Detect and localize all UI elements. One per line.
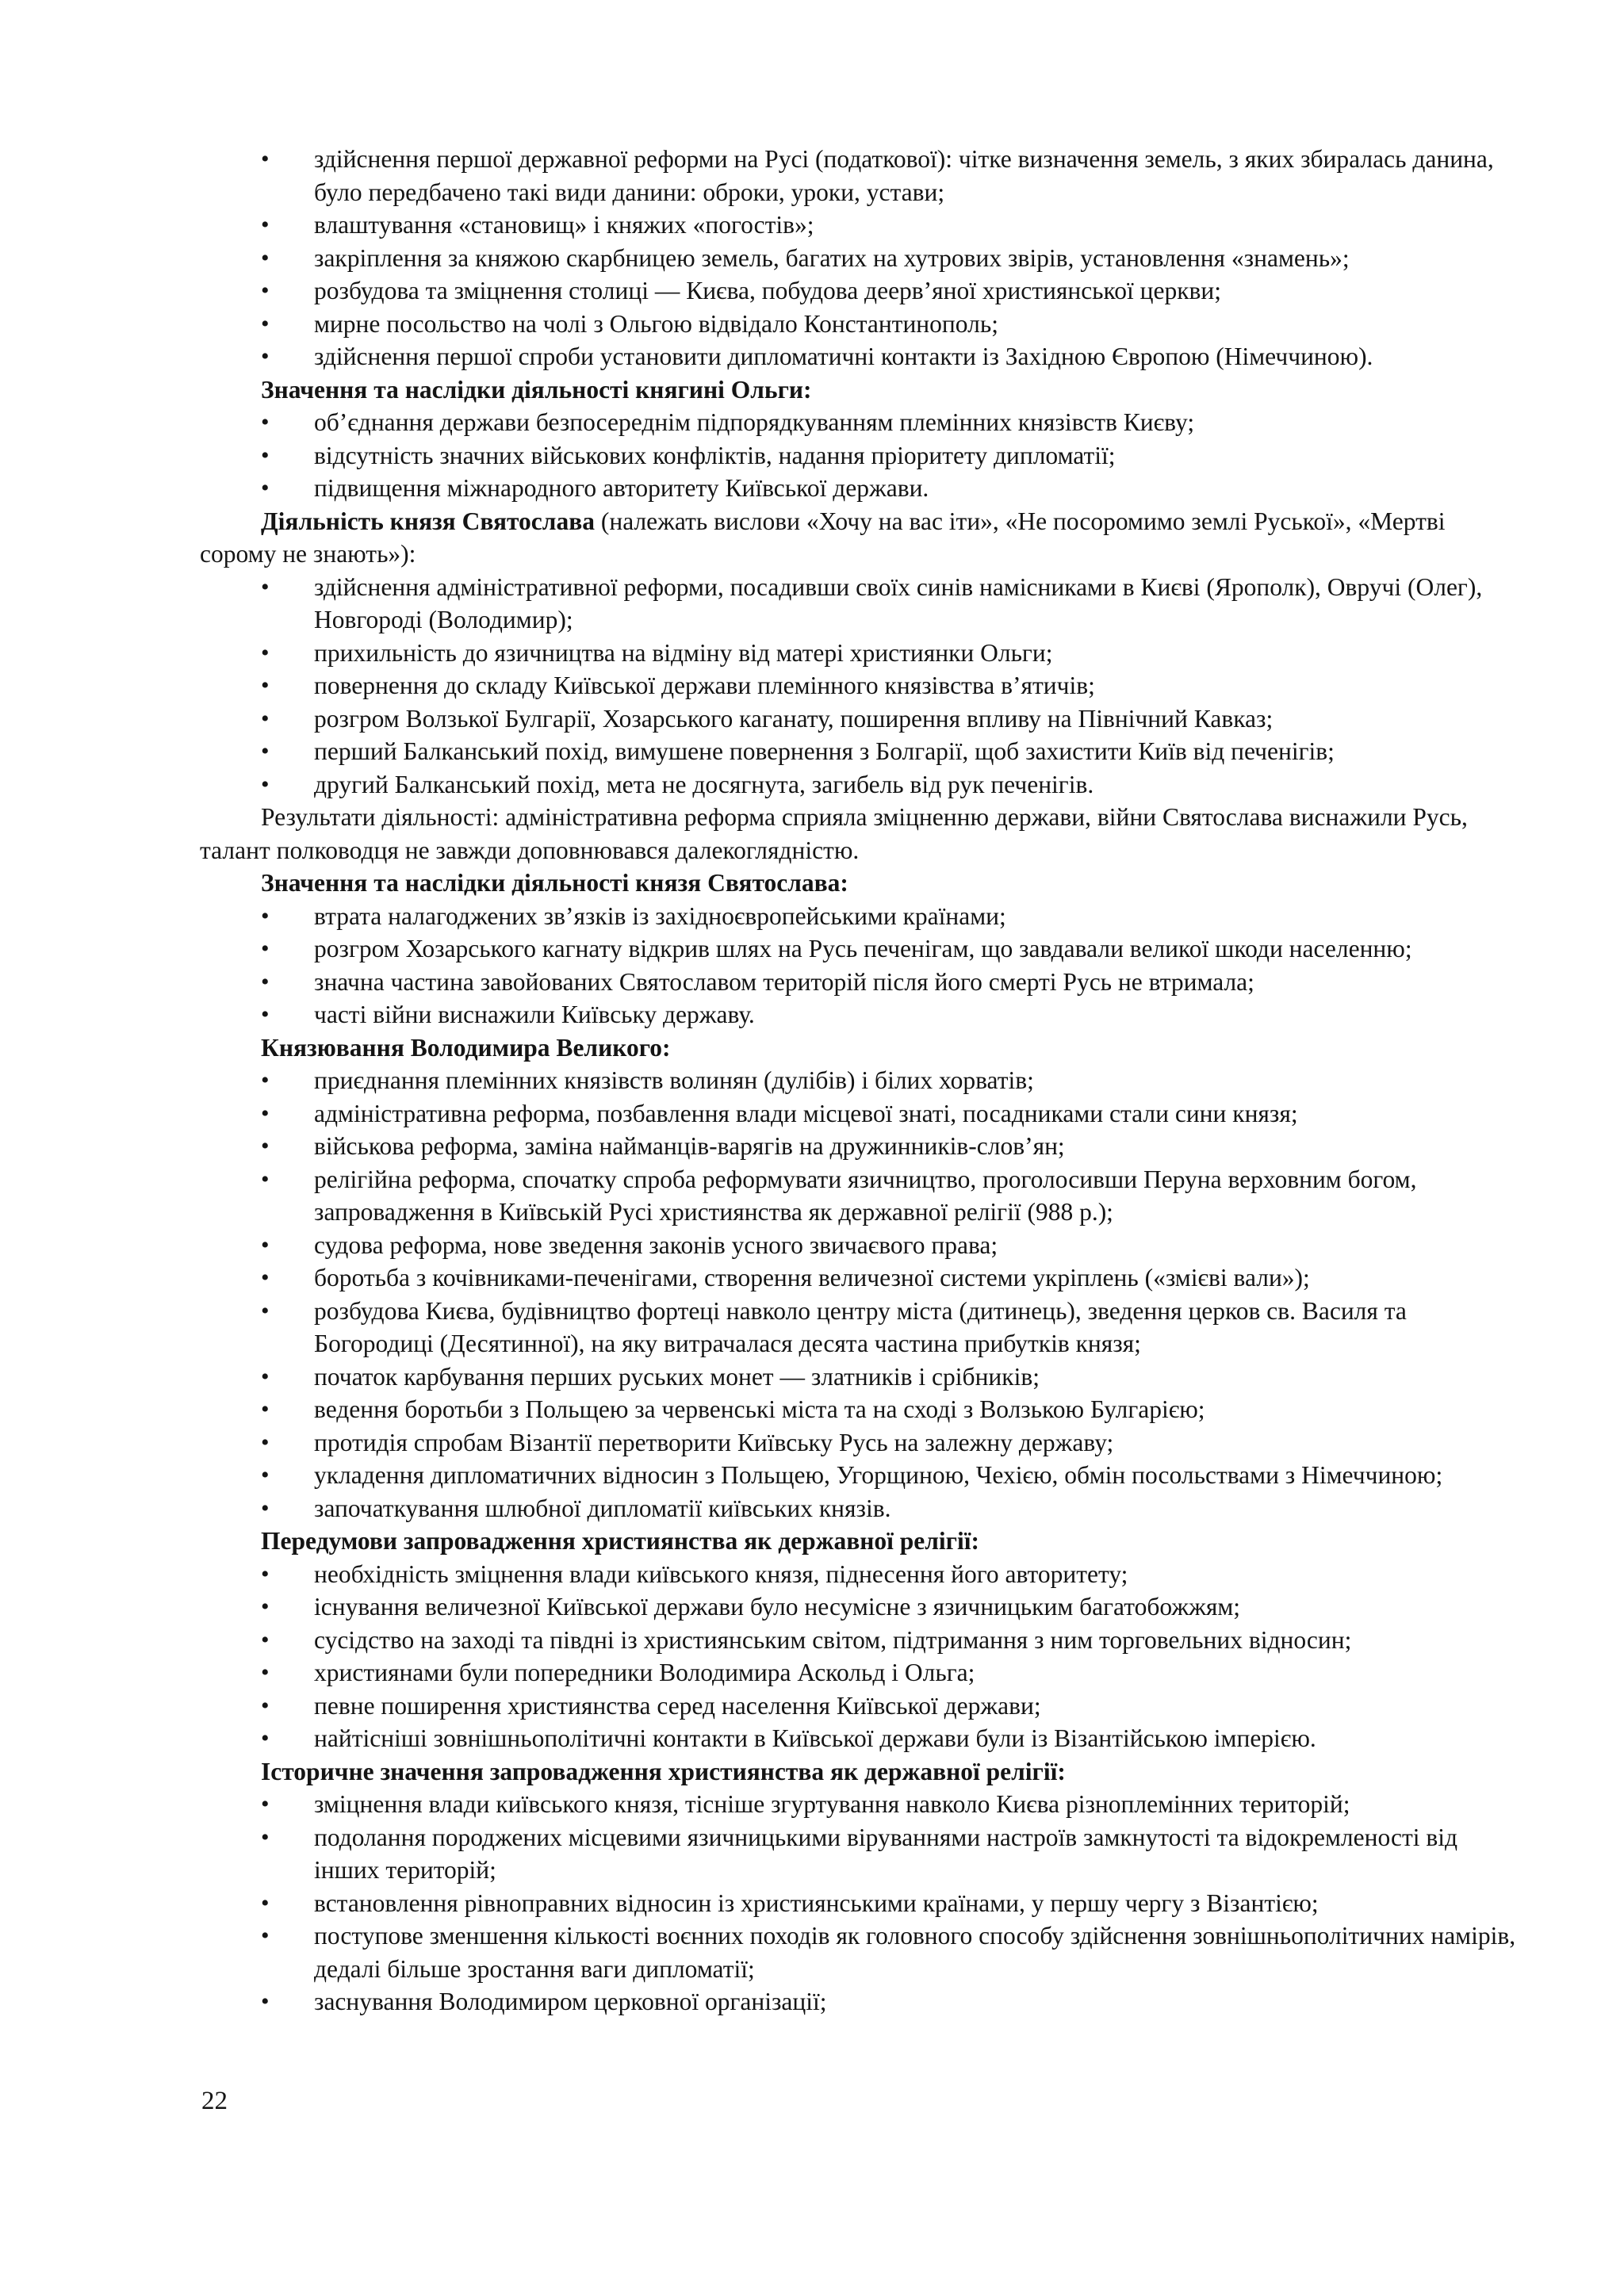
section-heading: Історичне значення запровадження християнства як державної релігії: [261, 1757, 1066, 1785]
list-item: • здійснення адміністративної реформи, посадивши своїх синів намісниками в Києві (Ярополк), Овручі (Олег), Новгороді (Володимир); [200, 571, 1519, 637]
list-item: • боротьба з кочівниками-печенігами, створення величезної системи укріплень («змієві вали»); [200, 1261, 1519, 1295]
list-item: • закріплення за княжою скарбницею земель, багатих на хутрових звірів, установлення «знамень»; [200, 242, 1519, 275]
paragraph [200, 505, 1519, 571]
list-item: • повернення до складу Київської держави племінного князівства в’ятичів; [200, 669, 1519, 702]
list-item: • існування величезної Київської держави було несумісне з язичницьким багатобожжям; [200, 1590, 1519, 1624]
list-item: • поступове зменшення кількості воєнних походів як головного способу здійснення зовнішньополітичних намірів, дедалі більше зростання ваги дипломатії; [200, 1919, 1519, 1985]
list-item: • започаткування шлюбної дипломатії київських князів. [200, 1492, 1519, 1525]
list-item: • розбудова Києва, будівництво фортеці навколо центру міста (дитинець), зведення церков св. Василя та Богородиці (Десятинної), на яку витрачалася десята частина прибутків князя; [200, 1295, 1519, 1360]
bullet-list [200, 900, 1519, 1031]
list-item: • приєднання племінних князівств волинян (дулібів) і білих хорватів; [200, 1064, 1519, 1097]
list-item: • судова реформа, нове зведення законів усного звичаєвого права; [200, 1229, 1519, 1262]
page-number: 22 [201, 2087, 228, 2115]
list-item: • розбудова та зміцнення столиці — Києва, побудова деерв’яної християнської церкви; [200, 274, 1519, 308]
list-item: • здійснення першої спроби установити дипломатичні контакти із Західною Європою (Німеччиною). [200, 340, 1519, 373]
document-body [200, 143, 1519, 2019]
list-item: • другий Балканський похід, мета не досягнута, загибель від рук печенігів. [200, 768, 1519, 802]
list-item: • необхідність зміцнення влади київського князя, піднесення його авторитету; [200, 1558, 1519, 1591]
list-item: • втрата налагоджених зв’язків із західноєвропейськими країнами; [200, 900, 1519, 933]
list-item: • подолання породжених місцевими язичницькими віруваннями настроїв замкнутості та відокремленості від інших територій; [200, 1821, 1519, 1887]
list-item: • військова реформа, заміна найманців-варягів на дружинників-слов’ян; [200, 1130, 1519, 1163]
list-item: • сусідство на заході та півдні із християнським світом, підтримання з ним торговельних відносин; [200, 1624, 1519, 1657]
list-item: • протидія спробам Візантії перетворити Київську Русь на залежну державу; [200, 1426, 1519, 1460]
bullet-list [200, 571, 1519, 802]
list-item: • підвищення міжнародного авторитету Київської держави. [200, 472, 1519, 505]
paragraph-text: Результати діяльності: адміністративна реформа сприяла зміцненню держави, війни Святослава виснажили Русь, талант полководця не завжди доповнювався далекоглядністю. [200, 803, 1468, 864]
list-item: • ведення боротьби з Польщею за червенські міста та на сході з Волзькою Булгарією; [200, 1393, 1519, 1426]
list-item: • прихильність до язичництва на відміну від матері християнки Ольги; [200, 637, 1519, 670]
section-heading: Князювання Володимира Великого: [261, 1033, 671, 1062]
list-item: • об’єднання держави безпосереднім підпорядкуванням племінних князівств Києву; [200, 406, 1519, 439]
section-heading: Значення та наслідки діяльності князя Святослава: [261, 869, 848, 897]
paragraph-lead: Діяльність князя Святослава [261, 507, 595, 535]
list-item: • початок карбування перших руських монет — златників і срібників; [200, 1360, 1519, 1394]
paragraph [200, 801, 1519, 867]
bullet-list [200, 1788, 1519, 2019]
list-item: • встановлення рівноправних відносин із християнськими країнами, у першу чергу з Візантією; [200, 1887, 1519, 1920]
section-heading: Передумови запровадження християнства як державної релігії: [261, 1527, 979, 1555]
list-item: • найтісніші зовнішньополітичні контакти в Київської держави були із Візантійською імперією. [200, 1722, 1519, 1755]
list-item: • мирне посольство на чолі з Ольгою відвідало Константинополь; [200, 308, 1519, 341]
list-item: • значна частина завойованих Святославом територій після його смерті Русь не втримала; [200, 966, 1519, 999]
bullet-list [200, 143, 1519, 373]
list-item: • перший Балканський похід, вимушене повернення з Болгарії, щоб захистити Київ від печенігів; [200, 735, 1519, 768]
list-item: • розгром Волзької Булгарії, Хозарського каганату, поширення впливу на Північний Кавказ; [200, 702, 1519, 736]
list-item: • відсутність значних військових конфліктів, надання пріоритету дипломатії; [200, 439, 1519, 473]
list-item: • влаштування «становищ» і княжих «погостів»; [200, 209, 1519, 242]
list-item: • здійснення першої державної реформи на Русі (податкової): чітке визначення земель, з яких збиралась данина, було передбачено такі види данини: оброки, уроки, устави; [200, 143, 1519, 209]
list-item: • заснування Володимиром церковної організації; [200, 1985, 1519, 2019]
list-item: • певне поширення християнства серед населення Київської держави; [200, 1689, 1519, 1723]
bullet-list [200, 1558, 1519, 1755]
section-heading: Значення та наслідки діяльності княгині Ольги: [261, 375, 812, 404]
bullet-list [200, 1064, 1519, 1525]
list-item: • зміцнення влади київського князя, тісніше згуртування навколо Києва різноплемінних територій; [200, 1788, 1519, 1821]
list-item: • релігійна реформа, спочатку спроба реформувати язичництво, проголосивши Перуна верховним богом, запровадження в Київській Русі християнства як державної релігії (988 р.); [200, 1163, 1519, 1229]
list-item: • розгром Хозарського кагнату відкрив шлях на Русь печенігам, що завдавали великої шкоди населенню; [200, 932, 1519, 966]
list-item: • укладення дипломатичних відносин з Польщею, Угорщиною, Чехією, обмін посольствами з Німеччиною; [200, 1459, 1519, 1492]
bullet-list [200, 406, 1519, 505]
list-item: • адміністративна реформа, позбавлення влади місцевої знаті, посадниками стали сини князя; [200, 1097, 1519, 1131]
list-item: • часті війни виснажили Київську державу. [200, 998, 1519, 1031]
paragraph-text: (належать вислови «Хочу на вас іти», «Не посоромимо землі Руської», «Мертві сорому не знають»): [200, 507, 1446, 568]
list-item: • християнами були попередники Володимира Аскольд і Ольга; [200, 1656, 1519, 1689]
